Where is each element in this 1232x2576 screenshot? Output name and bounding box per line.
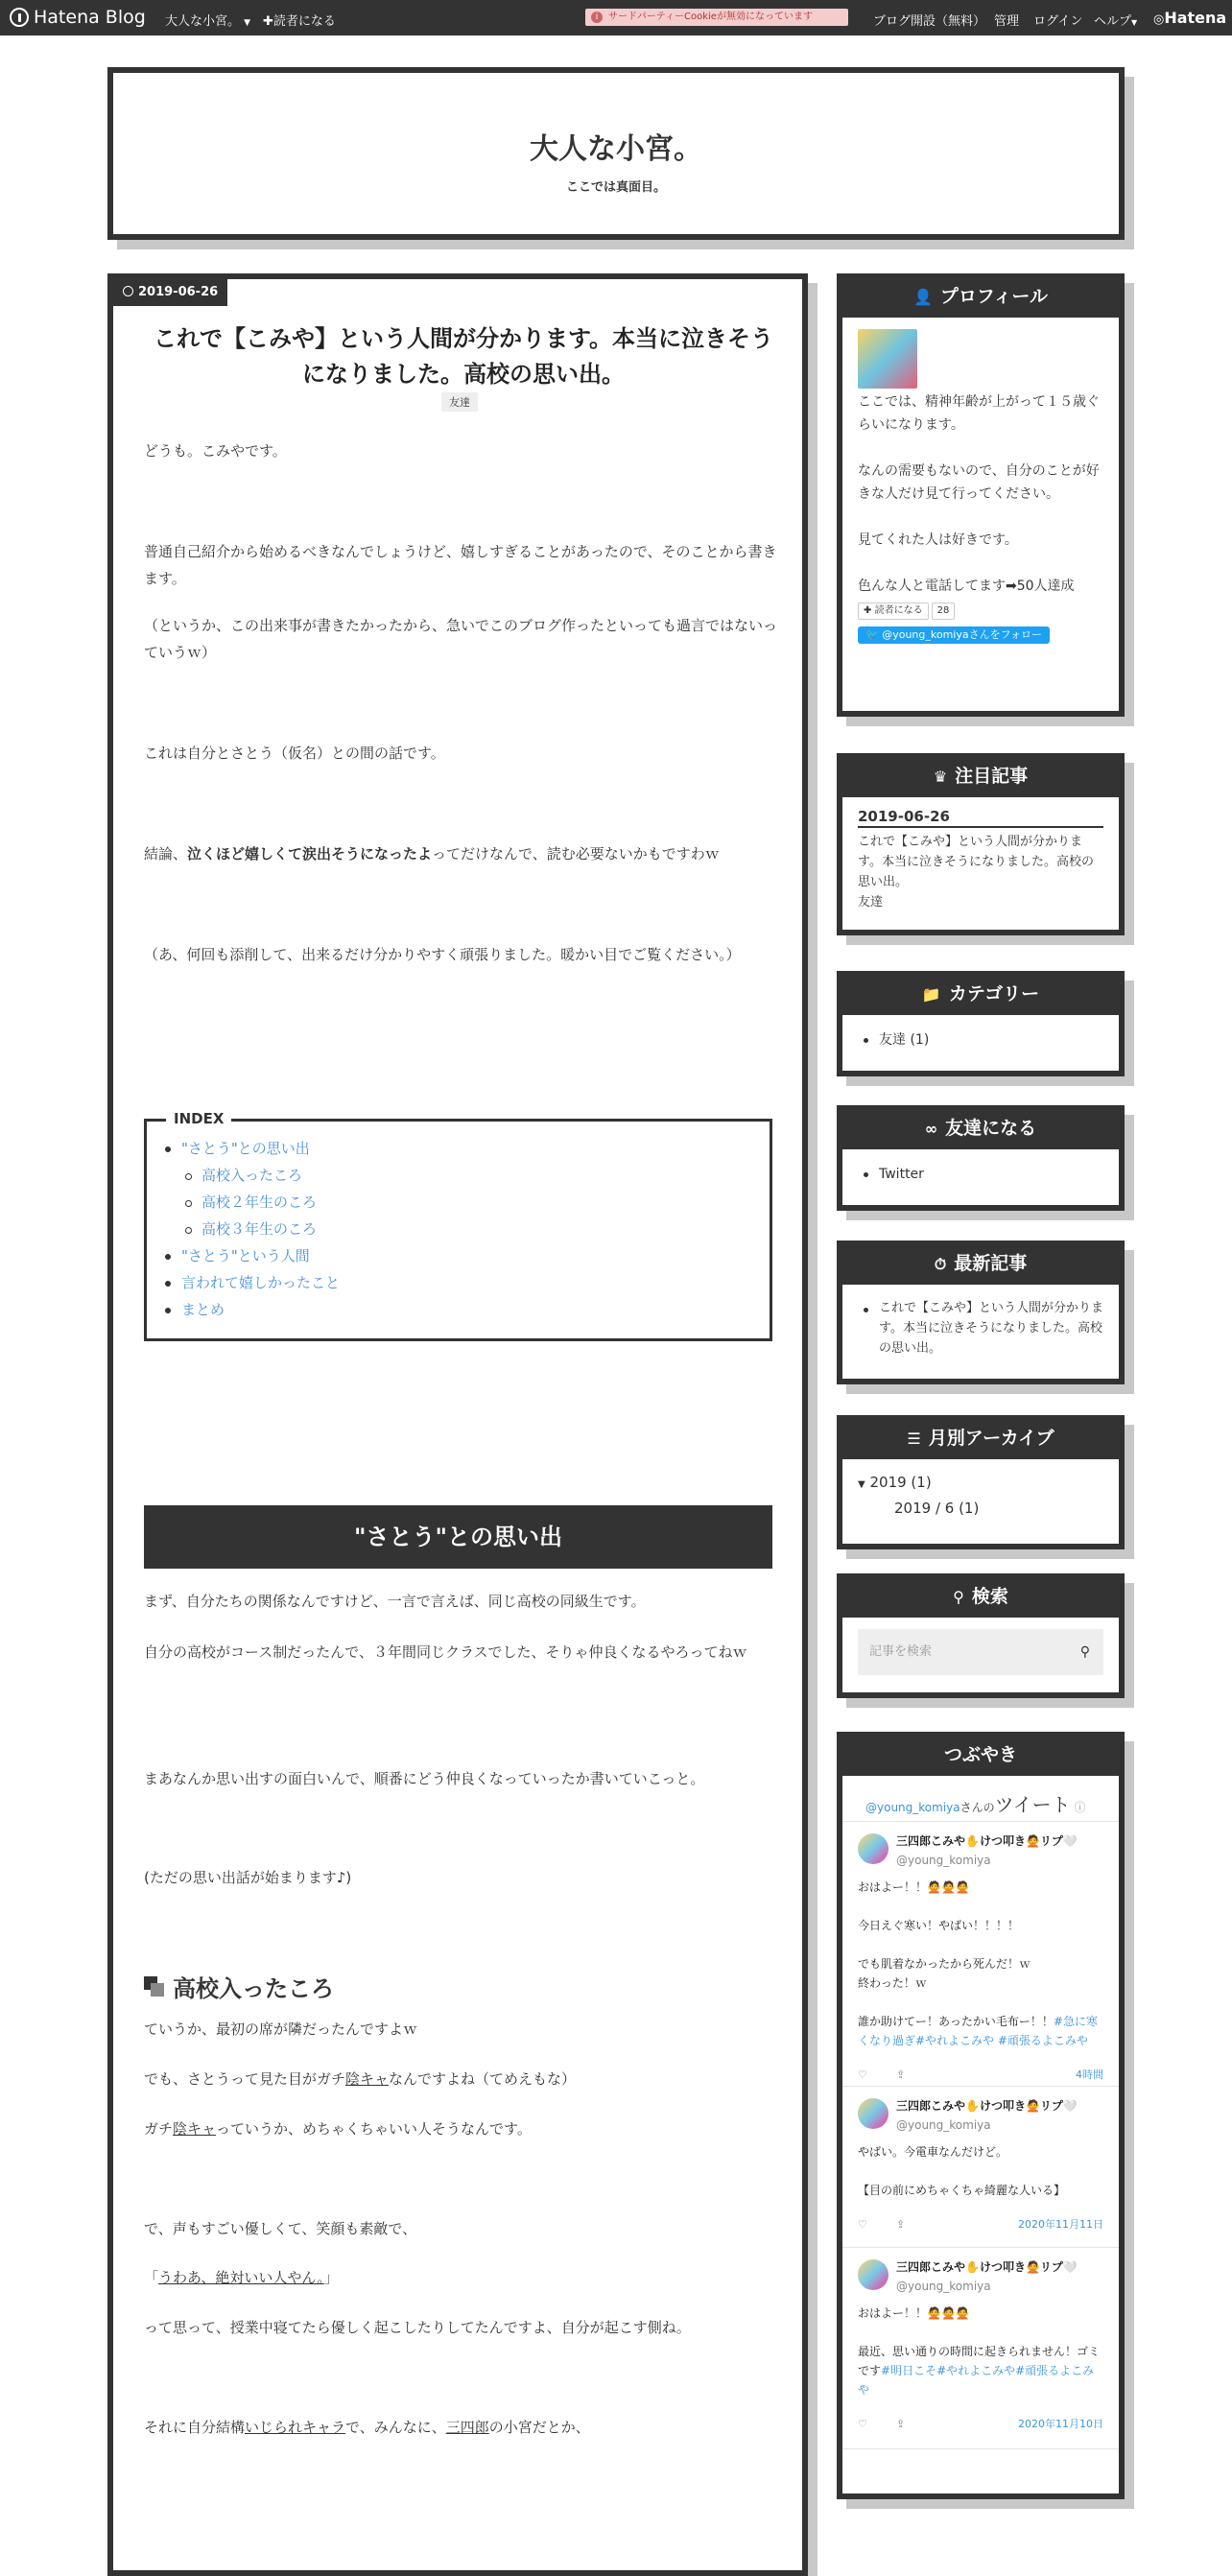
toc-item[interactable]: "さとう"との思い出 bbox=[147, 1135, 340, 1162]
archive-month[interactable]: 2019 / 6 (1) bbox=[894, 1500, 980, 1517]
cookie-notice-text: サードパーティーCookieが無効になっています bbox=[608, 12, 813, 22]
subscribe-label: 読者になる bbox=[874, 605, 923, 616]
tweet-hashtags[interactable]: #急に寒くなり過ぎ#やれよこみや #頑張るよこみや bbox=[858, 2015, 1098, 2047]
search-widget bbox=[837, 1573, 1125, 1698]
tweet-author-handle[interactable]: @young_komiya bbox=[896, 2280, 991, 2293]
paragraph: どうも。こみやです。 bbox=[144, 442, 287, 460]
tweet-author-name[interactable]: 三四郎こみや✋けつ叩き🙅リプ🤍 bbox=[896, 2099, 1078, 2113]
widget-title-text: つぶやき bbox=[943, 1744, 1017, 1765]
tweet-avatar[interactable] bbox=[858, 2259, 888, 2290]
help-label: ヘルプ bbox=[1094, 14, 1132, 29]
share-icon[interactable]: ⇪ bbox=[896, 2418, 906, 2430]
featured-date[interactable]: 2019-06-26 bbox=[858, 807, 1103, 828]
toc-item[interactable]: 高校３年生のころ bbox=[147, 1216, 340, 1242]
paragraph: (ただの思い出話が始まります♪) bbox=[144, 1869, 352, 1886]
entry-title[interactable]: これで【こみや】という人間が分かります。本当に泣きそうになりました。高校の思い出。 bbox=[153, 325, 774, 388]
toc-item[interactable]: 高校入ったころ bbox=[147, 1162, 340, 1189]
blog-menu-dropdown[interactable] bbox=[165, 11, 250, 29]
widget-title bbox=[842, 759, 1119, 797]
entry-date[interactable] bbox=[113, 279, 227, 306]
tweet[interactable] bbox=[842, 2087, 1119, 2248]
widget-title-text: 友達になる bbox=[945, 1118, 1037, 1139]
profile-text: なんの需要もないので、自分のことが好きな人だけ見て行ってください。 bbox=[858, 463, 1100, 502]
widget-title-text: 最新記事 bbox=[954, 1253, 1028, 1274]
text: で、みんなに、 bbox=[345, 2419, 446, 2436]
twitter-link[interactable]: Twitter bbox=[858, 1163, 1103, 1186]
blog-title[interactable]: 大人な小宮。 bbox=[530, 132, 702, 166]
tweet-time[interactable]: 4時間 bbox=[1076, 2068, 1103, 2081]
profile-text: ここでは、精神年齢が上がって１５歳ぐらいになります。 bbox=[858, 394, 1100, 433]
paragraph: （あ、何回も添削して、出来るだけ分かりやすく頑張りました。暖かい目でご覧ください。） bbox=[144, 946, 741, 963]
tweet-author-name[interactable]: 三四郎こみや✋けつ叩き🙅リプ🤍 bbox=[896, 1834, 1078, 1848]
share-icon[interactable]: ⇪ bbox=[896, 2068, 906, 2081]
paragraph: （というか、この出来事が書きたかったから、急いでこのブログ作ったといっても過言ではないっていうｗ） bbox=[144, 617, 778, 661]
hatena-link[interactable] bbox=[1153, 9, 1226, 27]
text: っていうか、めちゃくちゃいい人そうなんです。 bbox=[216, 2120, 532, 2138]
open-blog-link[interactable]: ブログ開設（無料） bbox=[873, 14, 986, 29]
subscribe-button[interactable] bbox=[858, 603, 929, 620]
profile-widget bbox=[837, 273, 1125, 717]
help-menu[interactable] bbox=[1094, 11, 1137, 29]
login-link[interactable]: ログイン bbox=[1033, 14, 1083, 29]
share-icon[interactable]: ⇪ bbox=[896, 2218, 906, 2231]
text: なんですよね（てめえもな） bbox=[389, 2070, 577, 2088]
tweets-header bbox=[842, 1776, 1119, 1822]
subscriber-count: 28 bbox=[932, 603, 956, 620]
recent-entries-widget bbox=[837, 1241, 1125, 1384]
keyword-link[interactable]: 陰キャ bbox=[173, 2120, 217, 2138]
tweet-text bbox=[858, 1878, 1103, 2050]
widget-title bbox=[842, 977, 1119, 1015]
blog-menu-label: 大人な小宮。 bbox=[165, 14, 241, 29]
featured-entry-title[interactable]: これで【こみや】という人間が分かります。本当に泣きそうになりました。高校の思い出。 bbox=[858, 835, 1094, 889]
blog-description: ここでは真面目。 bbox=[565, 180, 666, 195]
entry-article bbox=[107, 273, 808, 2576]
user-icon: 👤 bbox=[912, 288, 933, 306]
subscribe-link[interactable] bbox=[263, 11, 336, 29]
subscribe-label: 読者になる bbox=[272, 14, 336, 29]
twitter-follow-label: @young_komiyaさんをフォロー bbox=[882, 628, 1043, 641]
widget-title bbox=[842, 279, 1119, 318]
widget-title-text: 月別アーカイブ bbox=[928, 1428, 1054, 1449]
paragraph: って思って、授業中寝てたら優しく起こしたりしてたんですよ、自分が起こす側ね。 bbox=[144, 2319, 691, 2336]
search-submit-icon[interactable]: ⚲ bbox=[1079, 1644, 1090, 1660]
tweet[interactable] bbox=[842, 1822, 1119, 2087]
tweet-text: やばい。今電車なんだけど。 【目の前にめちゃくちゃ綺麗な人いる】 bbox=[858, 2145, 1066, 2197]
paragraph bbox=[144, 2414, 777, 2441]
text: 「 bbox=[144, 2269, 159, 2286]
paragraph bbox=[144, 840, 777, 867]
caret-down-icon: ▼ bbox=[244, 18, 251, 28]
text: 」 bbox=[323, 2269, 339, 2286]
tweet-avatar[interactable] bbox=[858, 2098, 888, 2129]
hatena-label: Hatena bbox=[1164, 9, 1227, 27]
text: の小宮だとか、 bbox=[488, 2419, 590, 2436]
tweet[interactable] bbox=[842, 2248, 1119, 2449]
category-item[interactable]: 友達 (1) bbox=[858, 1028, 1103, 1052]
heart-icon[interactable]: ♡ bbox=[858, 2418, 867, 2430]
hatena-logo-icon: ◎ bbox=[1153, 12, 1165, 27]
keyword-link[interactable]: 陰キャ bbox=[345, 2070, 390, 2088]
archive-year-label: 2019 (1) bbox=[869, 1474, 932, 1491]
widget-title bbox=[842, 1111, 1119, 1149]
strong-text: 泣くほど嬉しくて涙出そうになったよ bbox=[187, 845, 433, 863]
table-of-contents bbox=[144, 1110, 772, 1341]
tweet-hashtags[interactable]: #明日こそ#やれよこみや#頑張るよこみや bbox=[858, 2364, 1095, 2397]
profile-text: 見てくれた人は好きです。 bbox=[858, 532, 1018, 548]
subsection-heading-text: 高校入ったころ bbox=[173, 1975, 334, 2002]
twitter-bird-icon: 🐦 bbox=[865, 628, 879, 641]
text: ガチ bbox=[144, 2120, 174, 2138]
tweet-author-handle[interactable]: @young_komiya bbox=[896, 1854, 991, 1867]
text: ってだけなんで、読む必要ないかもですわｗ bbox=[432, 845, 720, 863]
tweets-widget bbox=[837, 1732, 1125, 2499]
widget-title bbox=[842, 1421, 1119, 1459]
list-icon: ☰ bbox=[907, 1430, 921, 1448]
plus-icon: ✚ bbox=[864, 605, 872, 616]
toc-label: INDEX bbox=[166, 1110, 231, 1127]
tweet-time[interactable]: 2020年11月10日 bbox=[1018, 2418, 1103, 2430]
category-widget bbox=[837, 971, 1125, 1076]
triangle-down-icon: ▼ bbox=[858, 1479, 865, 1490]
widget-title-text: 注目記事 bbox=[955, 766, 1029, 787]
stopwatch-icon: ⏱ bbox=[934, 1255, 947, 1273]
hatena-blog-logo-icon bbox=[10, 8, 29, 27]
heading-square-icon bbox=[144, 1976, 165, 1997]
text: でも、さとうって見た目がガチ bbox=[144, 2070, 346, 2088]
paragraph: 自分の高校がコース制だったんで、３年間同じクラスでした、そりゃ仲良くなるやろってねｗ bbox=[144, 1643, 747, 1661]
tweet-avatar[interactable] bbox=[858, 1833, 888, 1864]
avatar[interactable] bbox=[858, 329, 917, 389]
crown-icon: ♛ bbox=[933, 768, 948, 786]
toc-item[interactable]: "さとう"という人間 bbox=[147, 1242, 340, 1269]
recent-entry-link[interactable]: これで【こみや】という人間が分かります。本当に泣きそうになりました。高校の思い出。 bbox=[858, 1298, 1103, 1359]
plus-icon: ✚ bbox=[263, 14, 273, 29]
widget-title-text: 検索 bbox=[971, 1586, 1008, 1607]
keyword-link[interactable]: 三四郎 bbox=[445, 2419, 489, 2436]
link-icon: ∞ bbox=[924, 1120, 938, 1138]
paragraph: これは自分とさとう（仮名）との間の話です。 bbox=[144, 744, 445, 762]
widget-title-text: プロフィール bbox=[939, 286, 1049, 307]
info-icon: i bbox=[591, 12, 603, 23]
widget-title bbox=[842, 1246, 1119, 1285]
tweet-author-handle[interactable]: @young_komiya bbox=[896, 2118, 991, 2132]
underlined-text: うわあ、絶対いい人やん。 bbox=[158, 2269, 324, 2286]
tweet-text bbox=[858, 2304, 1103, 2399]
heart-icon[interactable]: ♡ bbox=[858, 2068, 867, 2081]
text: 結論、 bbox=[144, 845, 188, 863]
paragraph bbox=[144, 2264, 777, 2291]
twitter-handle-link[interactable]: @young_komiya bbox=[865, 1801, 960, 1814]
paragraph bbox=[144, 2066, 777, 2092]
archive-year[interactable] bbox=[858, 1471, 1103, 1497]
subsection-heading bbox=[144, 1970, 334, 2003]
widget-title-text: カテゴリー bbox=[948, 983, 1040, 1004]
entry-category[interactable]: 友達 bbox=[441, 392, 478, 412]
profile-text: 色んな人と電話してます➡50人達成 bbox=[858, 579, 1075, 594]
caret-down-icon: ▼ bbox=[1131, 18, 1138, 27]
hatena-blog-logo-text: Hatena Blog bbox=[34, 7, 146, 28]
paragraph: ていうか、最初の席が隣だったんですよｗ bbox=[144, 2021, 418, 2038]
folder-icon: 📁 bbox=[921, 985, 941, 1004]
info-icon[interactable]: ⓘ bbox=[1074, 1801, 1086, 1814]
entry-date-text: 2019-06-26 bbox=[138, 285, 219, 299]
cookie-notice[interactable] bbox=[585, 9, 848, 26]
search-placeholder: 記事を検索 bbox=[869, 1644, 933, 1659]
featured-category[interactable]: 友達 bbox=[858, 895, 884, 910]
twitter-follow-button[interactable] bbox=[858, 626, 1050, 644]
text: それに自分結構 bbox=[144, 2419, 246, 2436]
tweet-author-name[interactable]: 三四郎こみや✋けつ叩き🙅リプ🤍 bbox=[896, 2260, 1078, 2274]
clock-icon bbox=[123, 286, 133, 296]
tweet-time[interactable]: 2020年11月11日 bbox=[1018, 2218, 1103, 2231]
tweets-label: ツイート bbox=[994, 1793, 1071, 1816]
toc-item[interactable]: 高校２年生のころ bbox=[147, 1189, 340, 1216]
paragraph bbox=[144, 2115, 777, 2142]
keyword-link[interactable]: いじられキャラ bbox=[245, 2419, 346, 2436]
featured-widget bbox=[837, 753, 1125, 935]
toc-item[interactable]: 言われて嬉しかったこと bbox=[147, 1269, 340, 1296]
paragraph: 普通自己紹介から始めるべきなんでしょうけど、嬉しすぎることがあったので、そのことから書きます。 bbox=[144, 543, 777, 587]
toc-item[interactable]: まとめ bbox=[147, 1296, 340, 1323]
admin-link[interactable]: 管理 bbox=[994, 14, 1020, 29]
search-icon: ⚲ bbox=[953, 1588, 964, 1606]
tweet-body: おはよー！！🙅🙅🙅 今日えぐ寒い！やばい！！！！ でも肌着なかったから死んだ！ｗ 終わった！ｗ 誰か助けてー！あったかい毛布ー！！ bbox=[858, 1880, 1054, 2028]
tweet-body: おはよー！！🙅🙅🙅 最近、思い通りの時間に起きられません！ゴミです bbox=[858, 2306, 1101, 2377]
heart-icon[interactable]: ♡ bbox=[858, 2218, 867, 2231]
paragraph: で、声もすごい優しくて、笑顔も素敵で、 bbox=[144, 2220, 417, 2237]
friends-widget bbox=[837, 1105, 1125, 1211]
archive-widget bbox=[837, 1415, 1125, 1549]
paragraph: まず、自分たちの関係なんですけど、一言で言えば、同じ高校の同級生です。 bbox=[144, 1593, 646, 1610]
hatena-blog-logo[interactable] bbox=[10, 7, 146, 28]
section-heading: "さとう"との思い出 bbox=[144, 1505, 772, 1569]
global-header bbox=[0, 0, 1232, 35]
blog-header bbox=[107, 67, 1125, 240]
handle-suffix: さんの bbox=[960, 1801, 995, 1814]
widget-title bbox=[842, 1737, 1119, 1776]
paragraph: まあなんか思い出すの面白いんで、順番にどう仲良くなっていったか書いていこっと。 bbox=[144, 1770, 705, 1787]
search-input[interactable] bbox=[858, 1629, 1103, 1675]
widget-title bbox=[842, 1579, 1119, 1618]
